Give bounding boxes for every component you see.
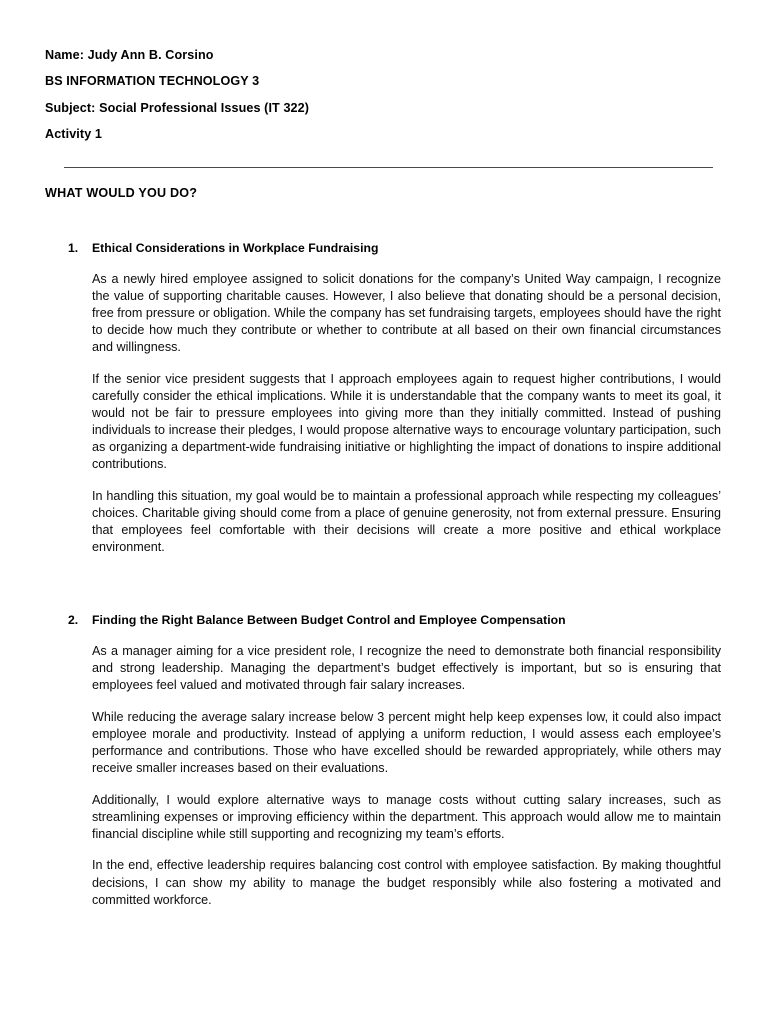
header-line-subject: Subject: Social Professional Issues (IT 322) [45, 100, 310, 115]
document-header [45, 42, 720, 148]
page-title: WHAT WOULD YOU DO? [45, 185, 198, 200]
header-line-program: BS INFORMATION TECHNOLOGY 3 [45, 74, 260, 89]
section-2-title: Finding the Right Balance Between Budget Control and Employee Compensation [92, 613, 566, 628]
section-2-number: 2. [68, 613, 79, 628]
section-1-number: 1. [68, 240, 79, 255]
header-line-name: Name: Judy Ann B. Corsino [45, 48, 214, 62]
paragraph: In handling this situation, my goal would be to maintain a professional approach while respecting my colleagues’ choices. Charitable giving should come from a place of genuine generosity, not from external pressure. Ensuring that employees feel comfortable with their decisions will create a more positive and ethical workplace environment. [92, 488, 721, 554]
paragraph: If the senior vice president suggests that I approach employees again to request higher contributions, I would carefully consider the ethical implications. While it is understandable that the company wants to meet its goal, it would not be fair to pressure employees into giving more than they initially committed. Instead of pushing individuals to increase their pledges, I would propose alternative ways to encourage voluntary participation, such as organizing a department-wide fundraising initiative or highlighting the impact of donations to inspire additional contributions. [92, 371, 721, 472]
paragraph: As a newly hired employee assigned to solicit donations for the company’s United Way campaign, I recognize the value of supporting charitable causes. However, I also believe that donating should be a personal decision, free from pressure or obligation. While the company has set fundraising targets, employees should have the right to decide how much they contribute or whether to contribute at all based on their own financial circumstances and willingness. [92, 271, 721, 354]
section-1-title: Ethical Considerations in Workplace Fundraising [92, 240, 379, 255]
paragraph: In the end, effective leadership requires balancing cost control with employee satisfaction. By making thoughtful decisions, I can show my ability to manage the budget responsibly while also fostering a motivated and committed workforce. [92, 858, 721, 907]
section-2-body [92, 643, 720, 909]
sections-list [45, 240, 720, 909]
header-divider-container [45, 167, 720, 168]
section-2 [45, 612, 720, 909]
horizontal-rule [64, 167, 713, 168]
header-line-activity: Activity 1 [45, 127, 102, 142]
paragraph: As a manager aiming for a vice president role, I recognize the need to demonstrate both financial responsibility and strong leadership. Managing the department’s budget effectively is important, but so is ensuring that employees feel valued and motivated through fair salary increases. [92, 644, 721, 693]
paragraph: Additionally, I would explore alternative ways to manage costs without cutting salary increases, such as streamlining expenses or improving efficiency within the department. This approach would allow me to maintain financial discipline while still supporting and recognizing my team’s efforts. [92, 792, 721, 841]
section-1 [45, 240, 720, 556]
paragraph: While reducing the average salary increase below 3 percent might help keep expenses low, it could also impact employee morale and productivity. Instead of applying a uniform reduction, I would assess each employee’s performance and contributions. Those who have excelled should be rewarded appropriately, while others may receive smaller increases based on their evaluations. [92, 709, 721, 776]
section-1-body [92, 271, 720, 556]
